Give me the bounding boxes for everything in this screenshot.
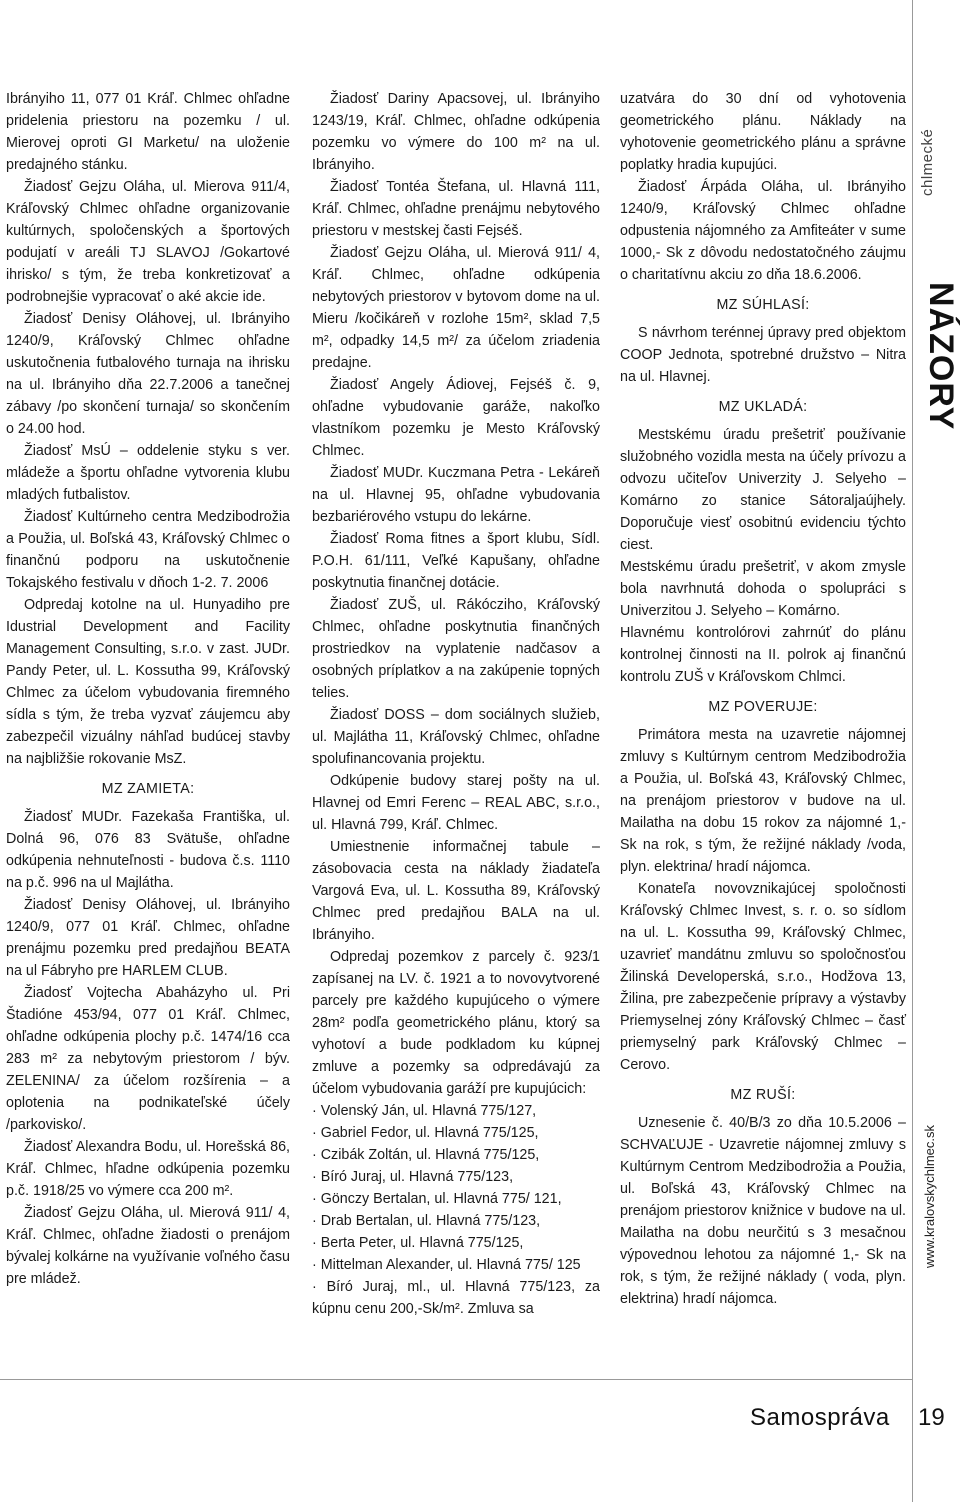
sidebar-section-label: chlmecké [919, 128, 936, 196]
paragraph: Žiadosť Kultúrneho centra Medzibodrožia a Použia, ul. Boľská 43, Kráľovský Chlmec o finančnú podporu na uskutočnenie Tokajského festivalu v dňoch 1-2. 7. 2006 [6, 509, 290, 591]
paragraph: Ibrányiho 11, 077 01 Kráľ. Chlmec ohľadne pridelenia priestoru na pozemku / ul. Mierovej oproti GI Marketu/ na uloženie predajného stánku. [6, 91, 290, 173]
paragraph: · Bíró Juraj, ul. Hlavná 775/123, [312, 1169, 514, 1185]
paragraph: Odkúpenie budovy starej pošty na ul. Hlavnej od Emri Ferenc – REAL ABC, s.r.o., ul. Hlavná 799, Kráľ. Chlmec. [312, 773, 600, 833]
paragraph: Odpredaj kotolne na ul. Hunyadiho pre Idustrial Development and Facility Management Consulting, s.r.o. v zast. JUDr. Pandy Peter, ul. L. Kossutha 99, Kráľovský Chlmec za účelom vybudovania firemného sídla s tým, že treba vyzvať záujemcu aby zabezpečil vizuálny náhľad budúcej stavby na najbližšie rokovanie MsZ. [6, 597, 290, 767]
paragraph: S návrhom terénnej úpravy pred objektom COOP Jednota, spotrebné družstvo – Nitra na ul. Hlavnej. [620, 325, 906, 385]
footer-section-name: Samospráva [750, 1404, 890, 1431]
section-heading: MZ POVERUJE: [708, 699, 818, 715]
paragraph: Žiadosť MUDr. Fazekaša Františka, ul. Dolná 96, 076 83 Svätuše, ohľadne odkúpenia nehnuteľnosti - budova č.s. 1110 na p.č. 996 na ul Majlátha. [6, 809, 290, 891]
paragraph: · Volenský Ján, ul. Hlavná 775/127, [312, 1103, 537, 1119]
paragraph: · Gönczy Bertalan, ul. Hlavná 775/ 121, [312, 1191, 562, 1207]
paragraph: Žiadosť ZUŠ, ul. Rákócziho, Kráľovský Chlmec, ohľadne poskytnutia finančných prostriedkov na vyplatenie nadčasov a osobných príplatkov a na zakúpenie topných telies. [312, 597, 600, 701]
paragraph: · Drab Bertalan, ul. Hlavná 775/123, [312, 1213, 541, 1229]
paragraph: Mestskému úradu prešetriť, v akom zmysle bola navrhnutá dohoda o spolupráci s Univerzitou J. Selyeho – Komárno. [620, 559, 906, 619]
paragraph: Žiadosť Dariny Apacsovej, ul. Ibrányiho 1243/19, Kráľ. Chlmec, ohľadne odkúpenia pozemku vo výmere do 100 m² na ul. Ibrányiho. [312, 91, 600, 173]
sidebar-website: www.kralovskychlmec.sk [922, 1124, 937, 1268]
text-column-1 [6, 88, 290, 1290]
page-number: 19 [918, 1404, 945, 1431]
paragraph: Odpredaj pozemkov z parcely č. 923/1 zapísanej na LV. č. 1921 a to novovytvorené parcely pre každého kupujúceho o výmere 28m² podľa geometrického plánu, ktorý sa vyhotoví a bude podkladom ku kúpnej zmluve a pozemky sa odpredávajú za účelom vybudovania garáží pre kupujúcich: [312, 949, 600, 1097]
paragraph: Žiadosť Árpáda Oláha, ul. Ibrányiho 1240/9, Kráľovský Chlmec ohľadne odpustenia nájomného za Amfiteáter v sume 1000,- Sk z dôvodu nedostatočného záujmu o charitatívnu akciu zo dňa 18.6.2006. [620, 179, 906, 283]
sidebar [912, 0, 960, 1502]
paragraph: Žiadosť MUDr. Kuczmana Petra - Lekáreň na ul. Hlavnej 95, ohľadne vybudovania bezbariérového vstupu do lekárne. [312, 465, 600, 525]
text-column-3 [620, 88, 906, 1310]
paragraph: Uznesenie č. 40/B/3 zo dňa 10.5.2006 – SCHVAĽUJE - Uzavretie nájomnej zmluvy s Kultúrnym Centrom Medzibodrožia a Použia, ul. Boľská 43, Kráľovský Chlmec na prenájom priestorov knižnice v budove na ul. Mailatha na dobu neurčitú s 3 mesačnou výpovednou lehotou za nájomné 1,- Sk na rok, s tým, že režijné náklady ( voda, plyn. elektrina) hradí nájomca. [620, 1115, 906, 1307]
paragraph: Hlavnému kontrolórovi zahrnúť do plánu kontrolnej činnosti na II. polrok aj finančnú kontrolu ZUŠ v Kráľovskom Chlmci. [620, 625, 906, 685]
paragraph: Žiadosť Denisy Oláhovej, ul. Ibrányiho 1240/9, 077 01 Kráľ. Chlmec, ohľadne prenájmu pozemku pred predajňou BEATA na ul Fábryho pre HARLEM CLUB. [6, 897, 290, 979]
paragraph: Žiadosť Gejzu Oláha, ul. Mierová 911/ 4, Kráľ. Chlmec, ohľadne odkúpenia nebytových priestorov v bytovom dome na ul. Mieru /kočikáreň v rozlohe 15m², sklad 7,5 m², odpadky 14,5 m²/ za účelom zriadenia predajne. [312, 245, 600, 371]
paragraph: Žiadosť Tontéa Štefana, ul. Hlavná 111, Kráľ. Chlmec, ohľadne prenájmu nebytového priestoru v mestskej časti Fejséš. [312, 179, 600, 239]
paragraph: Mestskému úradu prešetriť používanie služobného vozidla mesta na účely prívozu a odvozu učiteľov Univerzity J. Selyeho – Komárno zo stanice Sátoraljaújhely. Doporučuje viesť osobitnú evidenciu týchto ciest. [620, 427, 906, 553]
paragraph: Umiestnenie informačnej tabule – zásobovacia cesta na náklady žiadateľa Vargová Eva, ul. L. Kossutha 89, Kráľovský Chlmec pred predajňou BALA na ul. Ibrányiho. [312, 839, 600, 943]
paragraph: Žiadosť DOSS – dom sociálnych služieb, ul. Majlátha 11, Kráľovský Chlmec, ohľadne spolufinancovania projektu. [312, 707, 600, 767]
paragraph: Žiadosť Gejzu Oláha, ul. Mierova 911/4, Kráľovský Chlmec ohľadne organizovanie kultúrnych, spoločenských a športových podujatí v areáli TJ SLAVOJ /Gokartové ihrisko/ s tým, že treba konkretizovať a podrobnejšie vypracovať o aké akcie ide. [6, 179, 290, 305]
footer-divider [0, 1379, 912, 1380]
paragraph: Žiadosť Denisy Oláhovej, ul. Ibrányiho 1240/9, Kráľovský Chlmec ohľadne uskutočnenia futbalového turnaja na ihrisku na ul. Ibrányiho dňa 22.7.2006 a tanečnej zábavy /po skončení turnaja/ so skončením o 24.00 hod. [6, 311, 290, 437]
paragraph: Žiadosť Gejzu Oláha, ul. Mierová 911/ 4, Kráľ. Chlmec, ohľadne žiadosti o prenájom bývalej kolkárne na využívanie voľného času pre mládež. [6, 1205, 290, 1287]
paragraph: Žiadosť Roma fitnes a šport klubu, Sídl. P.O.H. 61/111, Veľké Kapušany, ohľadne poskytnutia finančnej dotácie. [312, 531, 600, 591]
section-heading: MZ ZAMIETA: [101, 781, 195, 797]
paragraph: Konateľa novovznikajúcej spoločnosti Kráľovský Chlmec Invest, s. r. o. so sídlom na ul. L. Kossutha 99, Kráľovský Chlmec, uzavrieť mandátnu zmluvu so spoločnosťou Žilinská Developerská, s.r.o., Hodžova 13, Žilina, pre zabezpečenie prípravy a výstavby Priemyselnej zóny Kráľovský Chlmec – časť priemyselný park Kráľovský Chlmec – Cerovo. [620, 881, 906, 1073]
paragraph: · Czibák Zoltán, ul. Hlavná 775/125, [312, 1147, 540, 1163]
sidebar-section-title: NÁZORY [922, 282, 960, 431]
section-heading: MZ SÚHLASÍ: [716, 297, 810, 313]
paragraph: · Bíró Juraj, ml., ul. Hlavná 775/123, za kúpnu cenu 200,-Sk/m². Zmluva sa [312, 1279, 600, 1317]
paragraph: Žiadosť MsÚ – oddelenie styku s ver. mládeže a športu ohľadne vytvorenia klubu mladých futbalistov. [6, 443, 290, 503]
paragraph: Žiadosť Alexandra Bodu, ul. Horešská 86, Kráľ. Chlmec, hľadne odkúpenia pozemku p.č. 1918/25 vo výmere cca 200 m². [6, 1139, 290, 1199]
paragraph: · Gabriel Fedor, ul. Hlavná 775/125, [312, 1125, 539, 1141]
paragraph: · Mittelman Alexander, ul. Hlavná 775/ 125 [312, 1257, 581, 1273]
paragraph: uzatvára do 30 dní od vyhotovenia geometrického plánu. Náklady na vyhotovenie geometrického plánu a správne poplatky hradia kupujúci. [620, 91, 906, 173]
paragraph: Žiadosť Vojtecha Abaházyho ul. Pri Štadióne 453/94, 077 01 Kráľ. Chlmec, ohľadne odkúpenia plochy p.č. 1474/16 cca 283 m² za nebytovým priestorom / býv. ZELENINA/ za účelom rozšírenia – a oplotenia na podnikateľské účely /parkovisko/. [6, 985, 290, 1133]
paragraph: Žiadosť Angely Ádiovej, Fejséš č. 9, ohľadne vybudovanie garáže, nakoľko vlastníkom pozemku je Mesto Kráľovský Chlmec. [312, 377, 600, 459]
section-heading: MZ RUŠÍ: [730, 1087, 796, 1103]
paragraph: Primátora mesta na uzavretie nájomnej zmluvy s Kultúrnym centrom Medzibodrožia a Použia, ul. Boľská 43, Kráľovský Chlmec, na prenájom priestorov v budove na ul. Mailatha na dobu 15 rokov za nájomné 1,- Sk na rok, s tým, že režijné náklady /voda, plyn. elektrina/ hradí nájomca. [620, 727, 906, 875]
paragraph: · Berta Peter, ul. Hlavná 775/125, [312, 1235, 524, 1251]
text-column-2 [312, 88, 600, 1320]
section-heading: MZ UKLADÁ: [718, 399, 808, 415]
